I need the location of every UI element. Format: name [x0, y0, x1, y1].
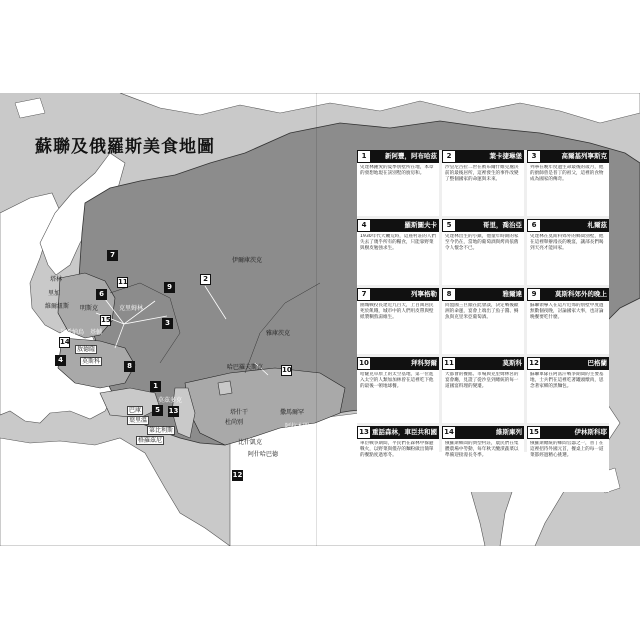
legend-card-title: 高爾基列寧斯克: [561, 152, 607, 160]
legend-card-header: [527, 288, 609, 301]
map-marker-11[interactable]: 11: [118, 278, 128, 286]
legend-card[interactable]: [527, 150, 609, 216]
legend-card-header: [527, 357, 609, 370]
page-fold: [316, 93, 317, 546]
legend-card-text: 圍城戰役長達近九百天，上百萬居民死於飢餓，城市中的人們用皮帶與壁紙漿糊熬湯維生。: [360, 303, 434, 321]
legend-card-number: 5: [443, 220, 455, 231]
legend-card-text: 哈薩克草原上的太空基地，第一位進入太空的人類加加林曾在這裡吃下他的最後一頓地球餐。: [360, 372, 434, 390]
legend-card-header: [357, 357, 439, 370]
legend-card-header: [357, 288, 439, 301]
label-kremlin: 克里姆林: [119, 305, 144, 312]
label-odesa: 敖德薩: [77, 346, 96, 353]
label-riga: 里加: [48, 290, 61, 297]
legend-card-number: 3: [528, 151, 540, 162]
legend-card-number: 9: [528, 289, 540, 300]
label-tallinn: 塔林: [50, 276, 63, 283]
label-samarkand: 撒馬爾罕: [280, 409, 305, 416]
legend-card-title: 莫斯科郊外的晚上: [555, 290, 607, 298]
map-marker-13[interactable]: 13: [168, 407, 179, 415]
label-chisinau: 基希納烏: [60, 329, 85, 336]
legend-card-number: 11: [444, 359, 454, 367]
map-marker-8[interactable]: 8: [124, 361, 135, 372]
label-kyiv: 基輔: [90, 329, 103, 336]
legend-card[interactable]: [442, 426, 524, 492]
legend-card[interactable]: [442, 357, 524, 423]
legend-card-number: 6: [528, 220, 540, 231]
legend-card-title: 拜科努爾: [411, 359, 437, 367]
legend-card-header: [357, 219, 439, 232]
label-vilnius: 維爾紐斯: [45, 303, 70, 310]
label-bishkek: 比什凱克: [238, 439, 263, 446]
legend-card[interactable]: [527, 357, 609, 423]
legend-card-header: [442, 219, 524, 232]
legend-card-header: [527, 219, 609, 232]
legend-card-title: 列寧格勒: [411, 290, 437, 298]
legend-card[interactable]: [357, 357, 439, 423]
legend-panel: [357, 150, 609, 459]
legend-card-text: 1930年代大饑荒時，這座村莊的人們失去了幾乎所有的糧食，只能靠野菜與樹皮勉強求生。: [360, 234, 436, 252]
legend-card[interactable]: [442, 288, 524, 354]
legend-card-text: 蘇聯領導人在這片近郊的別墅中度過無數個夜晚，討論國家大事，也討論晚餐要吃什麼。: [530, 303, 604, 321]
legend-card-header: [357, 426, 439, 439]
legend-card-title: 維斯庫列: [496, 428, 522, 436]
legend-card-header: [527, 150, 609, 163]
legend-card-header: [527, 426, 609, 439]
label-irkutsk: 伊爾庫茨克: [232, 257, 263, 264]
legend-card-number: 1: [358, 151, 370, 162]
label-ashgabat: 阿什哈巴德: [248, 451, 279, 458]
legend-card-number: 14: [444, 428, 454, 436]
map-marker-12[interactable]: 12: [232, 471, 243, 479]
legend-card-header: [442, 150, 524, 163]
legend-card-text: 史達林鍾愛的夏季別墅所在地，本章的發想地現在該別墅的廚房和。: [360, 165, 434, 177]
legend-card-header: [442, 357, 524, 370]
label-yerevan: 葉里溫: [129, 417, 148, 424]
legend-card-title: 哥里，喬治亞: [483, 221, 522, 229]
label-minsk: 明斯克: [80, 305, 99, 312]
legend-card-text: 列寧在晚年度過生命最後的歲月，他的廚師曾是普丁的祖父，這裡的食物成為國家的傳奇。: [530, 165, 604, 183]
legend-card-title: 葉卡捷琳堡: [489, 152, 522, 160]
legend-card[interactable]: [357, 150, 439, 216]
map-marker-9[interactable]: 9: [164, 282, 175, 293]
label-dushanbe: 杜尚別: [225, 419, 244, 426]
legend-card[interactable]: [442, 150, 524, 216]
legend-card[interactable]: [357, 288, 439, 354]
label-grozny: 格羅茲尼: [138, 437, 163, 444]
map-marker-2[interactable]: 2: [200, 274, 211, 285]
legend-card-number: 2: [443, 151, 455, 162]
map-marker-1[interactable]: 1: [150, 381, 161, 392]
legend-card-text: 俄羅斯鄉間的典型村莊，農民們在集體農場中勞動，每年秋天醃漬蔬菜以準備迎接漫長冬季。: [445, 441, 519, 459]
legend-card-text: 俄羅斯總統的鄉間官邸之一，普丁在這裡招待外國元首，餐桌上的每一道菜都經過精心挑選。: [530, 441, 604, 459]
label-moscow-lower: 莫斯科: [82, 358, 101, 365]
africa-mideast-land: [0, 438, 230, 546]
legend-card-title: 羅斯圖夫卡: [404, 221, 437, 229]
legend-card-title: 巴格蘭: [587, 359, 607, 367]
label-tbilisi: 第比利斯: [149, 427, 174, 434]
aral-sea: [218, 381, 232, 395]
label-baku: 巴庫: [129, 407, 142, 414]
legend-card[interactable]: [442, 219, 524, 285]
legend-card-text: 史達林出生的小鎮，他童年時期的家至今仍在，當地的葡萄酒與烤肉依舊令人懷念不已。: [445, 234, 519, 252]
label-mozdok: 莫茲多克: [158, 397, 183, 404]
legend-card[interactable]: [357, 219, 439, 285]
label-alma-ata: 阿拉木圖: [285, 423, 310, 430]
legend-card-header: [357, 150, 439, 163]
map-marker-3[interactable]: 3: [162, 318, 173, 329]
legend-card-number: 12: [529, 359, 539, 367]
legend-card-text: 大都會的餐館、市場與克里姆林宮的宴會廳，見證了從沙皇到總統的每一道國宴料理的變遷。: [445, 372, 519, 390]
legend-card[interactable]: [357, 426, 439, 492]
map-marker-15[interactable]: 15: [101, 316, 111, 324]
map-marker-7[interactable]: 7: [107, 250, 118, 261]
legend-card-text: 同盟國三巨頭在此會談，決定戰後歐洲的命運，宴會上端出了魚子醬、鱘魚與克里米亞葡萄酒。: [445, 303, 519, 321]
legend-card-title: 重話森林，車臣共和國: [372, 428, 437, 436]
label-tashkent: 塔什干: [230, 409, 249, 416]
label-yakutsk: 雅庫茨克: [266, 330, 291, 337]
map-marker-4[interactable]: 4: [55, 355, 66, 366]
arctic-top-land: [120, 93, 640, 123]
map-marker-10[interactable]: 10: [282, 366, 292, 374]
legend-card-title: 札爾茲: [587, 221, 607, 229]
legend-card-header: [442, 288, 524, 301]
legend-card-title: 莫斯科: [502, 359, 522, 367]
legend-card[interactable]: [527, 426, 609, 492]
legend-card-header: [442, 426, 524, 439]
legend-card-title: 雅爾達: [502, 290, 522, 298]
legend-card-number: 15: [529, 428, 539, 436]
map-title: 蘇聯及俄羅斯美食地圖: [35, 137, 215, 157]
legend-card[interactable]: [527, 219, 609, 285]
map-marker-5[interactable]: 5: [152, 405, 163, 416]
legend-card-number: 10: [359, 359, 369, 367]
legend-card-number: 8: [443, 289, 455, 300]
island: [15, 98, 45, 118]
legend-card-text: 車臣戰爭期間，平民們在森林中躲避戰火，以野菜與僅存的麵粉做出簡單的餐點度過寒冬。: [360, 441, 434, 459]
legend-card-title: 新阿豐，阿布哈茲: [385, 152, 437, 160]
legend-card-text: 蘇聯軍隊在阿富汗戰爭期間的主要基地，士兵們在這裡吃著罐頭燉肉，思念著家鄉的黑麵包。: [530, 372, 604, 390]
legend-card-number: 7: [358, 289, 370, 300]
legend-card-text: 史達林在莫斯科郊外的鄉間別墅，他在這裡舉辦漫長的晚宴，讓部長們喝到天亮才能回家。: [530, 234, 604, 252]
label-khabarovsk: 哈巴羅夫斯克: [227, 364, 264, 371]
map-marker-14[interactable]: 14: [60, 338, 70, 346]
legend-card-title: 伊林斯科耶: [574, 428, 607, 436]
map-marker-6[interactable]: 6: [96, 289, 107, 300]
legend-card[interactable]: [527, 288, 609, 354]
legend-card-number: 13: [359, 428, 369, 436]
legend-card-number: 4: [358, 220, 370, 231]
legend-card-text: 沙皇尼古拉二世在被布爾什維克處決前的最後居所，這裡發生的事件改變了整個國家的命運與未來。: [445, 165, 519, 183]
